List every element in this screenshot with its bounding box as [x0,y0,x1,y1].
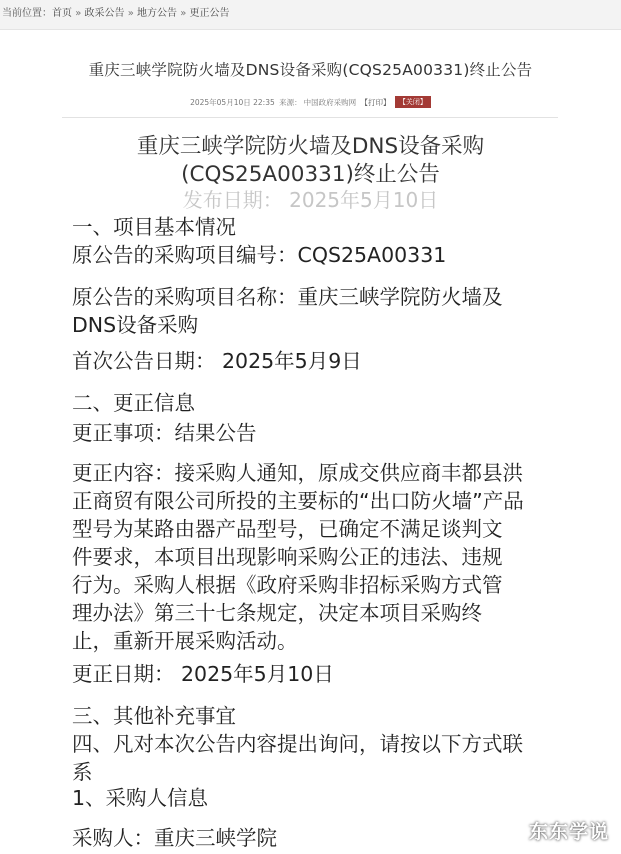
breadcrumb-label: 当前位置： [2,8,52,19]
correction-content-line: 型号为某路由器产品型号，已确定不满足谈判文 [72,517,503,541]
breadcrumb-gov-announcements[interactable]: 政采公告 [84,8,125,19]
breadcrumb [0,0,621,30]
buyer-info-heading: 1、采购人信息 [72,786,209,810]
correction-content-line: 更正内容：接采购人通知，原成交供应商丰都县洪 [72,461,523,485]
meta-line [0,96,621,108]
body-title-line2: (CQS25A00331)终止公告 [181,162,440,187]
breadcrumb-home[interactable]: 首页 [52,8,72,19]
body-title-line1: 重庆三峡学院防火墙及DNS设备采购 [136,134,485,159]
section-heading-4-line2: 系 [72,760,93,784]
source-label: 来源： [279,98,302,107]
correction-content-line: 理办法》第三十七条规定，决定本项目采购终 [72,601,482,625]
source-name: 中国政府采购网 [303,98,357,107]
close-button[interactable]: 【关闭】 [395,96,431,108]
section-heading-2: 二、更正信息 [72,391,195,415]
watermark: 东东学说 [528,821,609,843]
breadcrumb-separator: » [75,8,82,19]
project-name-line1: 原公告的采购项目名称：重庆三峡学院防火墙及 [72,285,503,309]
buyer-name: 采购人：重庆三峡学院 [72,826,277,850]
section-heading-4-line1: 四、凡对本次公告内容提出询问，请按以下方式联 [72,732,523,756]
breadcrumb-separator: » [127,8,134,19]
divider [62,117,558,118]
project-number: 原公告的采购项目编号：CQS25A00331 [72,243,447,267]
project-name-line2: DNS设备采购 [72,313,199,337]
publish-datetime: 2025年05月10日 22:35 [190,98,275,107]
first-announcement-date: 首次公告日期： 2025年5月9日 [72,349,362,373]
correction-item: 更正事项：结果公告 [72,421,257,445]
breadcrumb-correction-announcements[interactable]: 更正公告 [189,8,230,19]
section-heading-3: 三、其他补充事宜 [72,704,236,728]
correction-content-line: 件要求，本项目出现影响采购公正的违法、违规 [72,545,503,569]
publish-date: 发布日期： 2025年5月10日 [182,188,439,212]
body-title [0,133,621,189]
correction-content-line: 正商贸有限公司所投的主要标的“出口防火墙”产品 [72,489,524,513]
breadcrumb-separator: » [180,8,187,19]
section-heading-1: 一、项目基本情况 [72,215,236,239]
page-title: 重庆三峡学院防火墙及DNS设备采购(CQS25A00331)终止公告 [88,61,533,79]
print-button[interactable]: 【打印】 [360,98,391,107]
correction-content-line: 行为。采购人根据《政府采购非招标采购方式管 [72,573,503,597]
breadcrumb-local-announcements[interactable]: 地方公告 [137,8,177,19]
correction-date: 更正日期： 2025年5月10日 [72,662,334,686]
correction-content-line: 止，重新开展采购活动。 [72,629,298,653]
